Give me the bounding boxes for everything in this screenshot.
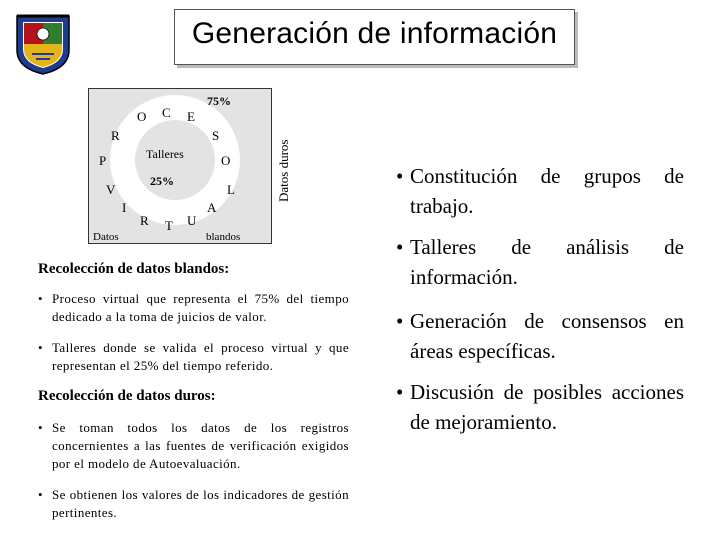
datos-duros-side-label [269,110,299,210]
ring-letter-t: T [165,218,173,233]
bullet-icon: • [38,340,43,355]
ring-letter-s: S [212,128,220,143]
ring-letter-r-top: R [111,128,120,143]
list-item [38,290,349,326]
ring-letter-v: V [106,182,116,197]
ring-letter-o-right: O [221,153,231,168]
list-item [396,161,684,221]
ring-letter-l: L [227,182,235,197]
bullet-icon: • [396,380,404,404]
bullet-icon: • [38,420,43,435]
outer-percent-label: 75% [207,94,231,108]
inner-percent-label: 25% [150,174,174,188]
ring-letter-o-top: O [137,109,147,124]
datos-duros-text: Datos duros [276,139,291,202]
bullet-text: Se toman todos los datos de los registros concernientes a las fuentes de verificación exigidos por el modelo de Autoevaluación. [52,420,349,471]
ring-letter-u: U [187,213,197,228]
list-item [38,486,349,522]
ring-letter-i: I [122,200,127,215]
list-item [38,339,349,375]
page-title: Generación de información [191,17,558,50]
bullet-text: Generación de consensos en áreas específicas. [410,309,684,363]
bullet-text: Proceso virtual que representa el 75% del tiempo dedicado a la toma de juicios de valor. [52,291,349,324]
ring-letter-r-bottom: R [140,213,149,228]
bullet-icon: • [396,235,404,259]
bullet-text: Se obtienen los valores de los indicadores de gestión pertinentes. [52,487,349,520]
ring-letter-p: P [99,153,107,168]
list-item [396,232,684,292]
data-diagram-graphic [88,88,272,244]
bullet-icon: • [38,487,43,502]
ring-letter-a: A [207,200,217,215]
list-item [38,419,349,473]
university-crest-icon [14,14,72,76]
list-item [396,377,684,437]
bullet-icon: • [396,309,404,333]
heading-datos-blandos: Recolección de datos blandos: [38,261,230,277]
bullet-text: Talleres de análisis de información. [410,235,684,289]
bullet-icon: • [396,164,404,188]
blandos-corner-label: blandos [206,231,241,243]
list-item [396,306,684,366]
bullet-text: Constitución de grupos de trabajo. [410,164,684,218]
datos-corner-label: Datos [93,231,119,243]
talleres-label: Talleres [146,147,184,161]
bullet-icon: • [38,291,43,306]
ring-letter-c: C [162,105,171,120]
bullet-text: Discusión de posibles acciones de mejoramiento. [410,380,684,434]
title-box [174,9,575,65]
ring-letter-e: E [187,109,195,124]
bullet-text: Talleres donde se valida el proceso virtual y que representan el 25% del tiempo referido. [52,340,349,373]
heading-datos-duros: Recolección de datos duros: [38,388,216,404]
